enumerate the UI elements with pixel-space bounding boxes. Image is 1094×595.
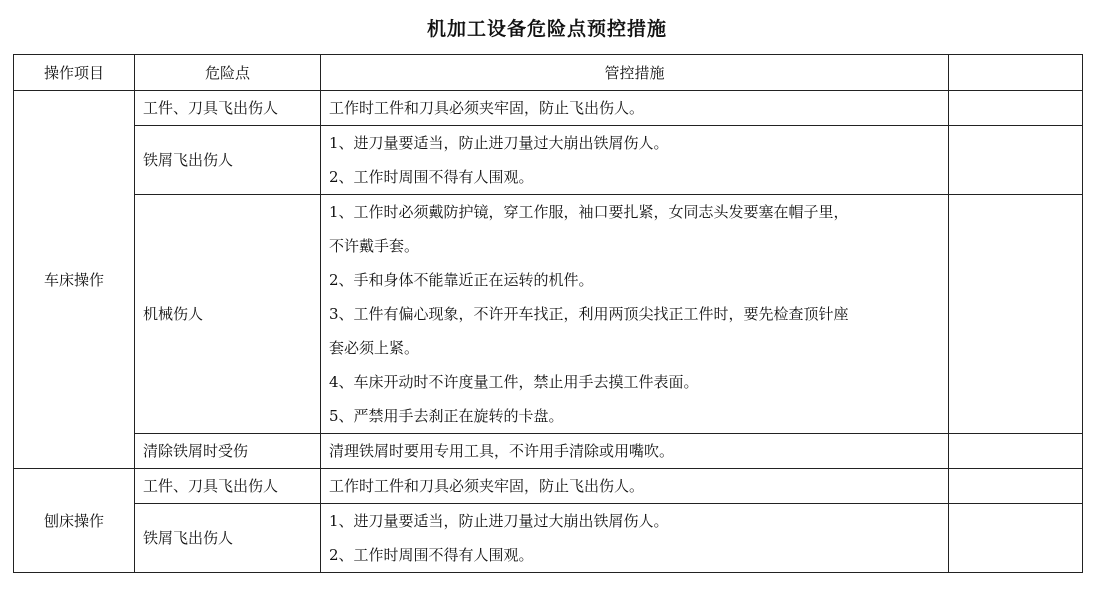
- remark-cell: [949, 434, 1083, 469]
- table-row: [14, 91, 1083, 126]
- measure-line: 2、工作时周围不得有人围观。: [329, 168, 534, 186]
- page-title: 机加工设备危险点预控措施: [426, 18, 667, 40]
- hazard-control-table: [13, 54, 1083, 573]
- measures-cell: [321, 126, 949, 195]
- header-hazard: 危险点: [135, 55, 321, 91]
- measure-line: 3、工件有偏心现象，不许开车找正，利用两顶尖找正工件时，要先检查顶针座: [329, 305, 849, 323]
- table-row: [14, 504, 1083, 573]
- table-row: [14, 195, 1083, 434]
- measure-line: 2、手和身体不能靠近正在运转的机件。: [329, 271, 594, 289]
- table-row: [14, 126, 1083, 195]
- hazard-cell: 清除铁屑时受伤: [135, 434, 321, 469]
- measure-line: 不许戴手套。: [329, 237, 420, 255]
- table-header-row: [14, 55, 1083, 91]
- measure-line: 清理铁屑时要用专用工具，不许用手清除或用嘴吹。: [329, 442, 675, 460]
- measure-line: 1、工作时必须戴防护镜，穿工作服，袖口要扎紧，女同志头发要塞在帽子里，: [329, 203, 849, 221]
- measures-cell: [321, 91, 949, 126]
- remark-cell: [949, 91, 1083, 126]
- hazard-cell: 工件、刀具飞出伤人: [135, 469, 321, 504]
- hazard-cell: 铁屑飞出伤人: [135, 126, 321, 195]
- measures-cell: [321, 469, 949, 504]
- hazard-cell: 机械伤人: [135, 195, 321, 434]
- measures-cell: [321, 434, 949, 469]
- operation-cell: 车床操作: [14, 91, 135, 469]
- measures-cell: [321, 195, 949, 434]
- remark-cell: [949, 126, 1083, 195]
- measure-line: 工作时工件和刀具必须夹牢固，防止飞出伤人。: [329, 99, 645, 117]
- header-operation: 操作项目: [14, 55, 135, 91]
- remark-cell: [949, 469, 1083, 504]
- remark-cell: [949, 504, 1083, 573]
- hazard-cell: 工件、刀具飞出伤人: [135, 91, 321, 126]
- measure-line: 1、进刀量要适当，防止进刀量过大崩出铁屑伤人。: [329, 134, 669, 152]
- operation-cell: 刨床操作: [14, 469, 135, 573]
- remark-cell: [949, 195, 1083, 434]
- table-row: [14, 434, 1083, 469]
- header-measures: 管控措施: [321, 55, 949, 91]
- measure-line: 5、严禁用手去刹正在旋转的卡盘。: [329, 407, 564, 425]
- measure-line: 工作时工件和刀具必须夹牢固，防止飞出伤人。: [329, 477, 645, 495]
- measure-line: 1、进刀量要适当，防止进刀量过大崩出铁屑伤人。: [329, 512, 669, 530]
- measure-line: 2、工作时周围不得有人围观。: [329, 546, 534, 564]
- hazard-cell: 铁屑飞出伤人: [135, 504, 321, 573]
- measures-cell: [321, 504, 949, 573]
- table-row: [14, 469, 1083, 504]
- measure-line: 套必须上紧。: [329, 339, 420, 357]
- header-remark: [949, 55, 1083, 91]
- measure-line: 4、车床开动时不许度量工件，禁止用手去摸工件表面。: [329, 373, 699, 391]
